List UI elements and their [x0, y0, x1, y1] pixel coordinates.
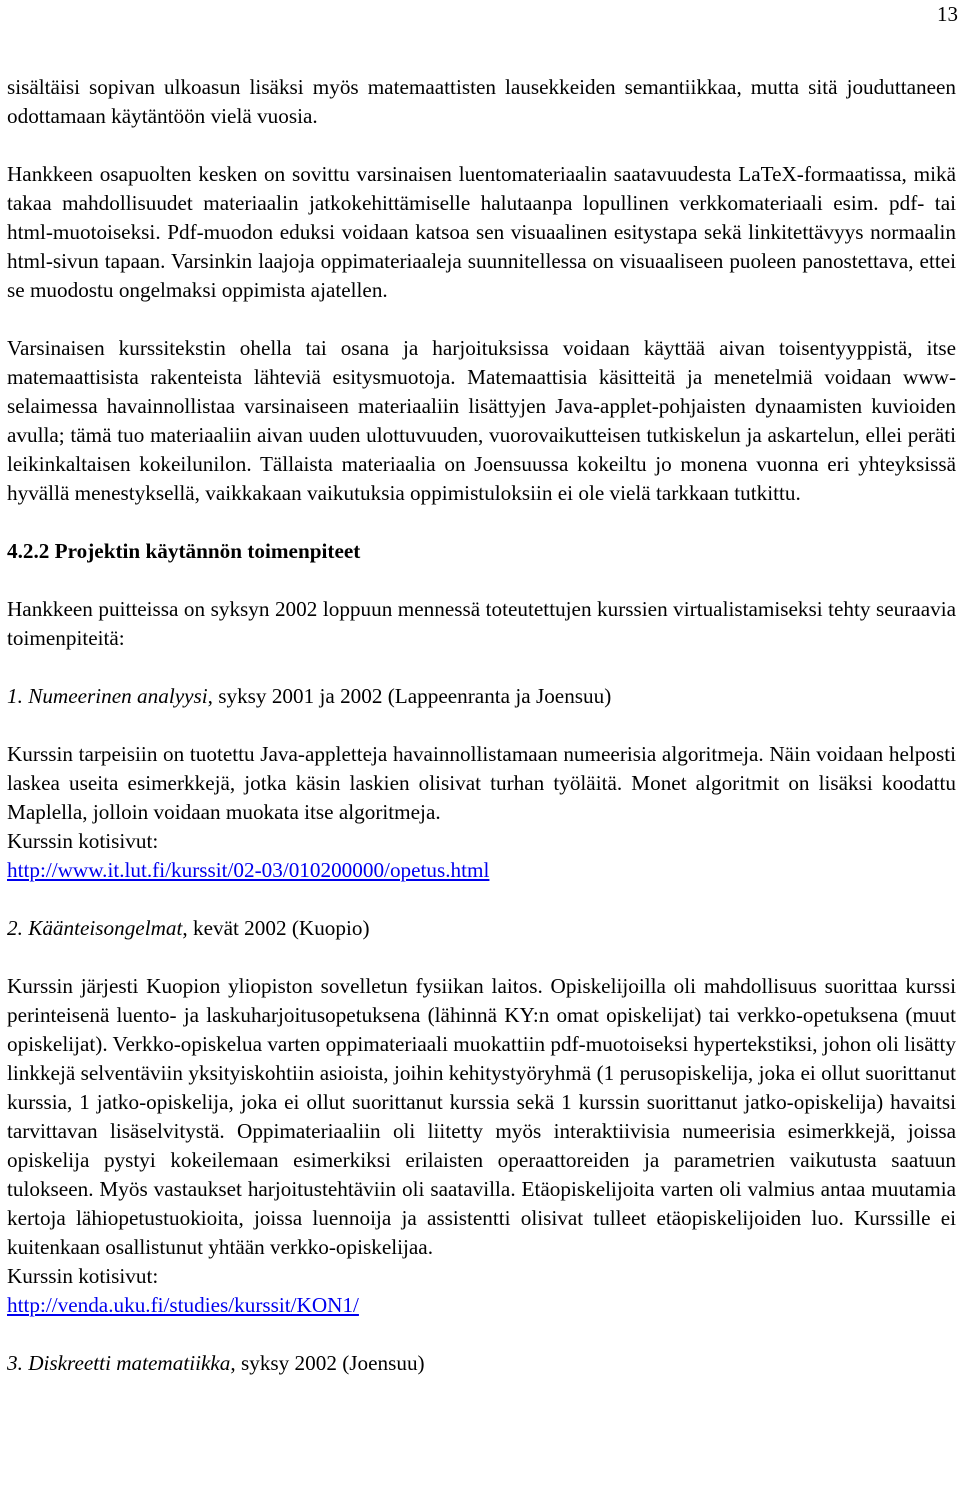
course-homepage-link[interactable]: http://www.it.lut.fi/kurssit/02-03/010200000/opetus.html [7, 858, 490, 882]
course-item-title [7, 682, 956, 711]
course-item-number: 3. [7, 1351, 29, 1375]
page-number: 13 [937, 2, 958, 26]
paragraph-java-applets: Varsinaisen kurssitekstin ohella tai osana ja harjoituksissa voidaan käyttää aivan toisentyyppistä, itse matemaattisista rakenteista lähteviä esitysmuotoja. Matemaattisia käsitteitä ja menetelmiä voidaan www-selaimessa havainnollistaa varsinaiseen materiaaliin lisättyjen Java-applet-pohjaisten dynaamisten kuvioiden avulla; tämä tuo materiaaliin aivan uuden ulottuvuuden, vuorovaikutteisen tutkiskelun ja askartelun, ellei peräti leikinkaltaisen kokeilunilon. Tällaista materiaalia on Joensuussa kokeiltu jo monena vuonna eri yhteyksissä hyvällä menestyksellä, vaikkakaan vaikutuksia oppimistuloksiin ei ole vielä tarkkaan tutkittu. [7, 336, 956, 505]
section-intro: Hankkeen puitteissa on syksyn 2002 loppuun mennessä toteutettujen kurssien virtualistamiseksi tehty seuraavia toimenpiteitä: [7, 597, 956, 650]
course-item-details: , syksy 2002 (Joensuu) [230, 1351, 425, 1375]
course-item-description: Kurssin tarpeisiin on tuotettu Java-appletteja havainnollistamaan numeerisia algoritmeja. Näin voidaan helposti laskea useita esimerkkejä, jotka käsin laskien olisivat turhan työläitä. Monet algoritmit on lisäksi koodattu Maplella, jolloin voidaan muokata itse algoritmeja. [7, 742, 956, 824]
course-item-number: 1. [7, 684, 29, 708]
document-body [7, 73, 956, 1378]
section-heading: 4.2.2 Projektin käytännön toimenpiteet [7, 539, 361, 563]
course-homepage-link-row [7, 856, 956, 885]
paragraph-latex-format-part-2: Pdf-muodon eduksi voidaan katsoa sen visuaalinen esitystapa sekä linkitettävyys normaalin html-sivun tapaan. [7, 220, 957, 273]
course-homepage-link-row [7, 1291, 956, 1320]
course-item-details: , kevät 2002 (Kuopio) [182, 916, 370, 940]
course-item-name: Käänteisongelmat [28, 916, 183, 940]
paragraph-latex-format [7, 160, 956, 305]
course-homepage-link[interactable]: http://venda.uku.fi/studies/kurssit/KON1/ [7, 1293, 359, 1317]
paragraph-continuation: sisältäisi sopivan ulkoasun lisäksi myös matemaattisten lausekkeiden semantiikkaa, mutta sitä jouduttaneen odottamaan käytäntöön vielä vuosia. [7, 75, 956, 128]
course-item-number: 2. [7, 916, 29, 940]
course-item-title [7, 1349, 956, 1378]
course-item-details: , syksy 2001 ja 2002 (Lappeenranta ja Joensuu) [207, 684, 612, 708]
course-item-name: Numeerinen analyysi [28, 684, 208, 708]
paragraph-latex-format-part-1: Hankkeen osapuolten kesken on sovittu varsinaisen luentomateriaalin saatavuudesta LaTeX-formaatissa, mikä takaa mahdollisuudet materiaalin jatkokehittämiselle halutaanpa lopullinen verkkomateriaali esim. pdf- tai html-muotoiseksi. [7, 162, 956, 244]
course-homepage-label: Kurssin kotisivut: [7, 829, 159, 853]
course-item-title [7, 914, 956, 943]
course-item-description: Kurssin järjesti Kuopion yliopiston sovelletun fysiikan laitos. Opiskelijoilla oli mahdollisuus suorittaa kurssi perinteisenä luento- ja laskuharjoitusopetuksena (lähinnä KY:n omat opiskelijat) tai verkko-opetuksena (muut opiskelijat). Verkko-opiskelua varten oppimateriaali muokattiin pdf-muotoiseksi hypertekstiksi, johon oli lisätty linkkejä selventäviin yksityiskohtiin asioista, joihin kehitystyöryhmä (1 perusopiskelija, joka ei ollut suorittanut kurssia, 1 jatko-opiskelija, joka ei ollut suorittanut kurssia sekä 1 kurssin suorittanut jatko-opiskelija) havaitsi tarvittavan lisäselvitystä. Oppimateriaaliin oli liitetty myös interaktiivisia numeerisia esimerkkejä, joissa opiskelija pystyi kokeilemaan esimerkiksi erilaisten operaattoreiden ja parametrien vaikutusta saatuun tulokseen. Myös vastaukset harjoitustehtäviin oli saatavilla. Etäopiskelijoita varten oli valmius antaa muutamia kertoja lähiopetustuokioita, joissa luennoija ja assistentti olisivat tulleet etäopiskelijoiden luo. Kurssille ei kuitenkaan osallistunut yhtään verkko-opiskelijaa. [7, 974, 956, 1259]
course-homepage-label: Kurssin kotisivut: [7, 1264, 159, 1288]
course-item-name: Diskreetti matematiikka [28, 1351, 231, 1375]
paragraph-latex-format-part-3: Varsinkin laajoja oppimateriaaleja suunnitellessa on visuaaliseen puoleen panostettava, ettei se muodostu ongelmaksi oppimista ajatellen. [7, 249, 957, 302]
